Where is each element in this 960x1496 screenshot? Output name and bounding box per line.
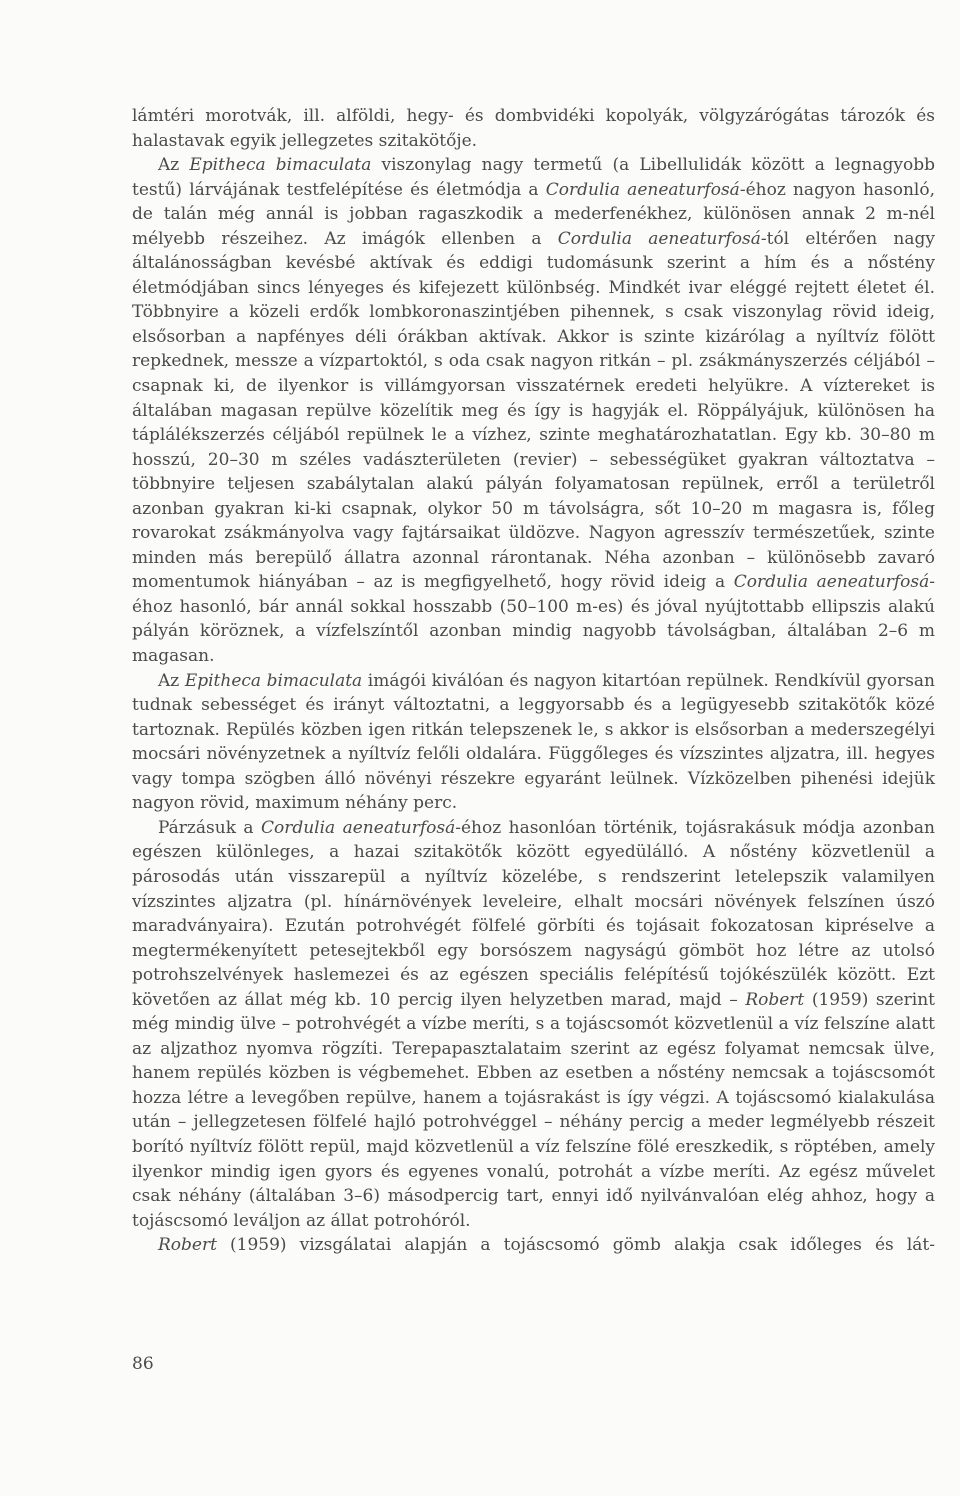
text-segment: Párzásuk a <box>158 817 261 838</box>
text-segment: -éhoz hasonlóan történik, tojásrakásuk módja azonban egészen különleges, a hazai szitakötők között egyedülálló. A nőstény közvetlenül a párosodás után visszarepül a nyíltvíz közelébe, s rendszerint letelepszik valamilyen vízszintes aljzatra (pl. hínárnövények leveleire, elhalt mocsári növények felszínen úszó maradványaira). Ezután potrohvégét fölfelé görbíti és tojásait fokozatosan kipréselve a megtermékenyített petesejtekből egy borsószem nagyságú gömböt hoz létre az utolsó potrohszelvények haslemezei és az egészen speciális felépítésű tojókészülék között. Ezt követően az állat még kb. 10 percig ilyen helyzetben marad, majd – <box>132 817 935 1010</box>
italic-text: Robert <box>158 1235 217 1256</box>
italic-text: Epitheca bimaculata <box>184 670 363 691</box>
page-number: 86 <box>132 1354 154 1374</box>
italic-text: Robert <box>745 989 805 1010</box>
italic-text: Cordulia aeneaturfosá <box>733 572 930 593</box>
paragraph <box>132 669 935 816</box>
text-segment: imágói kiválóan és nagyon kitartóan repülnek. Rendkívül gyorsan tudnak sebességet és irányt változtatni, a leggyorsabb és a legügyesebb szitakötők közé tartoznak. Repülés közben igen ritkán telepszenek le, s akkor is elsősorban a mederszegélyi mocsári növényzetnek a nyíltvíz felőli oldalára. Függőleges és vízszintes aljzatra, ill. hegyes vagy tompa szögben álló növényi részekre egyaránt leülnek. Vízközelben pihenési idejük nagyon rövid, maximum néhány perc. <box>132 670 936 814</box>
text-segment: Az <box>158 155 190 176</box>
text-segment: Az <box>158 670 185 691</box>
text-segment: (1959) szerint még mindig ülve – potrohvégét a vízbe meríti, s a tojáscsomót közvetlenül a víz felszíne alatt az aljzathoz nyomva rögzíti. Terepapasztalataim szerint az egész folyamat nemcsak ülve, hanem repülés közben is végbemehet. Ebben az esetben a nőstény nemcsak a tojáscsomót hozza létre a levegőben repülve, hanem a tojásrakást is így végzi. A tojáscsomó kialakulása után – jellegzetesen fölfelé hajló potrohvéggel – néhány percig a meder legmélyebb részeit borító nyíltvíz fölött repül, majd közvetlenül a víz felszíne fölé ereszkedik, s röptében, amely ilyenkor mindig igen gyors és egyenes vonalú, potrohát a vízbe meríti. Az egész művelet csak néhány (általában 3–6) másodpercig tart, ennyi idő nyilvánvalóan elég ahhoz, hogy a tojáscsomó leváljon az állat potrohóról. <box>132 989 936 1231</box>
text-segment: viszonylag nagy termetű (a Libellulidák között a legnagyobb testű) lárvájának testfelépítése és életmódja a <box>132 155 936 200</box>
italic-text: Epitheca bimaculata <box>189 155 372 176</box>
body-text <box>132 104 935 1258</box>
text-segment: -tól eltérően nagy általánosságban kevésbé aktívak és eddigi tudomásunk szerint a hím és a nőstény életmódjában sincs lényeges és kifejezett különbség. Mindkét ivar eléggé rejtett életet él. Többnyire a közeli erdők lombkoronaszintjében pihennek, s csak viszonylag rövid ideig, elsősorban a napfényes déli órákban aktívak. Akkor is szinte kizárólag a nyíltvíz fölött repkednek, messze a vízpartoktól, s oda csak nagyon ritkán – pl. zsákmányszerzés céljából – csapnak ki, de ilyenkor is villámgyorsan visszatérnek eredeti helyükre. A víztereket is általában magasan repülve közelítik meg és így is hagyják el. Röppályájuk, különösen ha táplálékszerzés céljából repülnek le a vízhez, szinte meghatározhatatlan. Egy kb. 30–80 m hosszú, 20–30 m széles vadászterületen (revier) – sebességüket gyakran változtatva – többnyire teljesen szabálytalan alakú pályán folyamatosan repülnek, erről a területről azonban gyakran ki-ki csapnak, olykor 50 m távolságra, sőt 10–20 m magasra is, főleg rovarokat zsákmányolva vagy fajtársaikat üldözve. Nagyon agresszív természetűek, szinte minden más berepülő állatra azonnal rárontanak. Néha azonban – különösebb zavaró momentumok hiányában – az is megfigyelhető, hogy rövid ideig a <box>132 228 936 593</box>
text-segment: lámtéri morotvák, ill. alföldi, hegy- és dombvidéki kopolyák, völgyzárógátas tározók és halastavak egyik jellegzetes szitakötője. <box>132 106 935 151</box>
text-segment: -éhoz nagyon hasonló, de talán még annál is jobban ragaszkodik a mederfenékhez, különösen annak 2 m-nél mélyebb részeihez. Az imágók ellenben a <box>132 179 936 249</box>
text-segment: (1959) vizsgálatai alapján a tojáscsomó gömb alakja csak időleges és lát- <box>216 1235 935 1256</box>
italic-text: Cordulia aeneaturfosá <box>545 179 740 200</box>
paragraph <box>132 104 935 153</box>
italic-text: Cordulia aeneaturfosá <box>557 228 761 249</box>
italic-text: Cordulia aeneaturfosá <box>260 817 456 838</box>
text-segment: -éhoz hasonló, bár annál sokkal hosszabb (50–100 m-es) és jóval nyújtottabb ellipszis alakú pályán köröznek, a vízfelszíntől azonban mindig nagyobb távolságban, általában 2–6 m magasan. <box>132 572 936 667</box>
paragraph <box>132 153 935 668</box>
paragraph <box>132 1233 935 1258</box>
paragraph <box>132 816 935 1233</box>
